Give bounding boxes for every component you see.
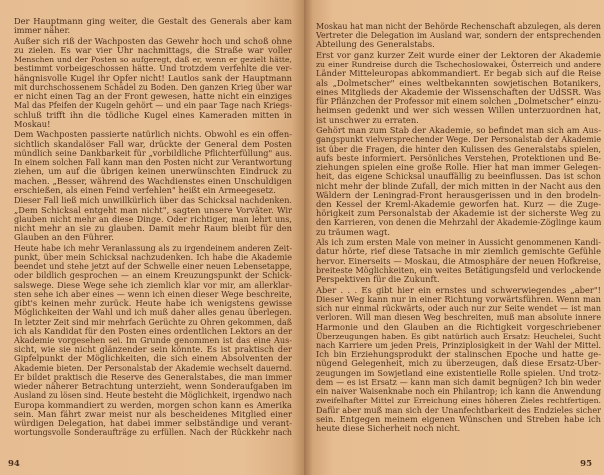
text-line: wieder näherer Betrachtung unterzieht, wenn Sonderaufgaben im xyxy=(14,382,292,392)
text-line: Dem Wachposten passierte natürlich nichts. Obwohl es ein offen- xyxy=(14,130,292,140)
text-line: Moskau hat man nicht der Behörde Rechenschaft abzulegen, als deren xyxy=(316,22,601,31)
text-line: breiteste Möglichkeiten, ein weites Betätigungsfeld und verlockende xyxy=(316,265,601,275)
text-line: zweifelhafter Mittel zur Erreichung eines höheren Zieles rechtfertigen. xyxy=(316,396,601,406)
text-line: Er bildet praktisch die Reserve des Generalstabes, die man immer xyxy=(14,372,292,382)
text-line: hängnisvolle Kugel ihr Opfer nicht! Lautlos sank der Hauptmann xyxy=(14,73,292,83)
text-line: Gipfelpunkt der Möglichkeiten, die sich einem Absolventen der xyxy=(14,354,292,364)
text-line: Als ich zum ersten Male von meiner in Aussicht genommenen Kandi- xyxy=(316,238,601,248)
text-line: gibt's keinen mehr zurück. Heute habe ich wenigstens gewisse xyxy=(14,299,292,309)
text-line: Länder Mitteleuropas abkommandiert. Er begab sich auf die Reise xyxy=(316,69,601,79)
text-line: Ausland zu lösen sind. Heute besteht die Möglichkeit, irgendwo nach xyxy=(14,391,292,401)
text-line: verloren. Will man diesen Weg beschreiten, muß man absolute innere xyxy=(316,313,601,323)
text-line: Europa kommandiert zu werden, morgen schon kann es Amerika xyxy=(14,400,292,410)
text-line: Vertreter die Delegation im Ausland war, sondern der entsprechenden xyxy=(316,31,601,41)
text-line: datur hörte, rief diese Tatsache in mir ziemlich gemischte Gefühle xyxy=(316,247,601,257)
text-line: beendet und stehe jetzt auf der Schwelle einer neuen Lebensetappe, xyxy=(14,262,292,272)
text-line: ist unschwer zu erraten. xyxy=(316,115,419,125)
text-line: Akademie vorgesehen sei. Im Grunde genommen ist das eine Aus- xyxy=(14,336,292,345)
text-line: machen. „Besser, während des Wachdienstes einen Unschuldigen xyxy=(14,176,292,186)
text-line: In einem solchen Fall kann man den Posten nicht zur Verantwortung xyxy=(14,158,292,168)
text-line: Menschen und der Posten so aufgeregt, daß er, wenn er gezielt hätte, xyxy=(14,55,292,65)
text-line: glauben nicht mehr an diese Dinge. Oder richtiger, man lehrt uns, xyxy=(14,214,292,224)
text-line: den Karrieren, von denen die Mehrzahl der Akademie-Zöglinge kaum xyxy=(316,218,601,228)
text-line: sich nur einmal rückwärts, oder auch nur zur Seite wendet — ist man xyxy=(316,304,601,314)
text-line: er nicht einen Tag an der Front gewesen, hatte nicht ein einziges xyxy=(14,92,292,102)
page-number-left: 94 xyxy=(8,459,20,469)
text-line: Erst vor ganz kurzer Zeit wurde einer der Lektoren der Akademie xyxy=(316,51,601,61)
text-line: Abteilung des Generalstabs. xyxy=(316,40,435,50)
text-line: ist über die Fragen, die hinter den Kulissen des Generalstabs spielen, xyxy=(316,144,601,154)
text-line: würdigen Delegation, hat dabei immer selbständige und verant- xyxy=(14,418,292,428)
text-line: salswege. Diese Wege sehe ich ziemlich klar vor mir, am allerklar- xyxy=(14,280,292,290)
text-line: nügend Gelegenheit, mich zu überzeugen, daß diese Ersatz-Über- xyxy=(316,359,601,369)
text-line: eines Mitglieds der Akademie der Wissenschaften der UdSSR. Was xyxy=(316,87,601,97)
text-line: sichtlich skandalöser Fall war, drückte der General dem Posten xyxy=(14,139,292,149)
text-line: ein naiver Waisenknabe noch ein Philantrop; ich kann die Anwendung xyxy=(316,387,601,397)
text-line: Moskau! xyxy=(14,119,51,129)
text-line: Dafür aber muß man sich der Unanfechtbarkeit des Endzieles sicher xyxy=(316,405,601,415)
text-line: nicht mehr der blinde Zufall, der mich mitten in der Nacht aus den xyxy=(316,181,601,191)
text-line: mit durchschossenem Schädel zu Boden. Den ganzen Krieg über war xyxy=(14,82,292,92)
text-line: oder bildlich gesprochen — an einem Kreuzungspunkt der Schick- xyxy=(14,271,292,281)
text-line: Heute habe ich mehr Veranlassung als zu irgendeinem anderen Zeit- xyxy=(14,243,292,253)
text-line: immer näher. xyxy=(14,26,71,36)
text-line: Harmonie und den Glauben an die Richtigkeit vorgeschriebener xyxy=(316,322,601,332)
text-line: ziehungen spielen eine große Rolle. Hier hat man immer Gelegen- xyxy=(316,163,601,173)
text-line: ziehen, um auf die übrigen keinen unerwünschten Eindruck zu xyxy=(14,167,292,177)
text-line: gangspunkt vielversprechender Wege. Der Personalstab der Akademie xyxy=(316,135,601,145)
text-line: Akademie bieten. Der Personalstab der Akademie wechselt dauernd. xyxy=(14,363,292,373)
text-line: Überzeugungen haben. Es gibt natürlich auch Ersatz: Heuchelei, Sucht xyxy=(316,331,601,341)
page-number-right: 95 xyxy=(580,459,592,469)
text-line: Gehört man zum Stab der Akademie, so befindet man sich am Aus- xyxy=(316,126,601,136)
text-line: sten sehe ich aber eines — wenn ich einen dieser Wege beschreite, xyxy=(14,289,292,299)
text-line: bestimmt vorbeigeschossen hätte. Und trotzdem verfehlte die ver- xyxy=(14,64,292,74)
text-line: hörigkeit zum Personalstab der Akademie ist der sicherste Weg zu xyxy=(316,209,601,219)
right-page-text xyxy=(316,22,601,435)
text-line: zu träumen wagt. xyxy=(316,227,391,237)
text-line: In letzter Zeit sind mir mehrfach Gerüchte zu Ohren gekommen, daß xyxy=(14,317,292,327)
text-line: aufs beste informiert. Persönliches Verstehen, Protektionen und Be- xyxy=(316,153,601,163)
text-line: Der Hauptmann ging weiter, die Gestalt des Generals aber kam xyxy=(14,17,292,26)
text-line: Perspektiven für die Zukunft. xyxy=(316,275,440,285)
text-line: „Dem Schicksal entgeht man nicht", sagten unsere Vorväter. Wir xyxy=(14,205,292,215)
text-line: sicht, wie sie nicht glänzender sein könnte. Es ist praktisch der xyxy=(14,345,292,355)
text-line: Glauben an den Führer. xyxy=(14,233,114,243)
text-line: punkt, über mein Schicksal nachzudenken. Ich habe die Akademie xyxy=(14,253,292,263)
text-line: schluß trifft ihn die tödliche Kugel eines Kameraden mitten in xyxy=(14,110,292,120)
text-line: wortungsvolle Sonderaufträge zu erfüllen. Nach der Rückkehr nach xyxy=(14,428,292,438)
text-line: den Kessel der Kreml-Akademie geworfen hat. Kurz — die Zuge- xyxy=(316,199,601,209)
text-line: Ich bin Erziehungsprodukt der stalinschen Epoche und hatte ge- xyxy=(316,350,601,360)
text-line: ich als Kandidat für den Posten eines ordentlichen Lektors an der xyxy=(14,326,292,336)
right-page xyxy=(304,0,604,475)
text-line: zu zielen. Es war vier Uhr nachmittags, die Straße war voller xyxy=(14,46,292,56)
text-line: nicht mehr an sie zu glauben. Damit mehr Raum bleibt für den xyxy=(14,223,292,233)
text-line: dem — es ist Ersatz — kann man sich damit begnügen? Ich bin weder xyxy=(316,377,601,387)
text-line: sein. Man fährt zwar meist nur als bescheidenes Mitglied einer xyxy=(14,409,292,419)
text-line: Dieser Fall ließ mich unwillkürlich über das Schicksal nachdenken. xyxy=(14,196,292,206)
text-line: zu einer Rundreise durch die Tschechoslowakei, Österreich und andere xyxy=(316,60,601,70)
text-line: Wäldern der Leningrad-Front herausgerissen und in den brodeln- xyxy=(316,190,601,200)
text-line: sein. Entgegen meinem eigenen Wünschen und Streben habe ich xyxy=(316,414,601,424)
text-line: Außer sich riß der Wachposten das Gewehr hoch und schoß ohne xyxy=(14,36,292,46)
text-line: Dieser Weg kann nur in einer Richtung vorwärtsführen. Wenn man xyxy=(316,294,601,304)
text-line: erschießen, als einen Feind verfehlen" heißt ein Armeegesetz. xyxy=(14,185,276,195)
text-line: heute diese Sicherheit noch nicht. xyxy=(316,423,461,433)
text-line: nach Karriere um jeden Preis, Prinziplosigkeit in der Wahl der Mittel. xyxy=(316,341,601,350)
text-line: Möglichkeiten der Wahl und ich muß daher alles genau überlegen. xyxy=(14,308,292,318)
text-line: hervor. Einerseits — Moskau, die Atmosphäre der neuen Hofkreise, xyxy=(316,256,601,266)
text-line: mündlich seine Dankbarkeit für „vorbildliche Pflichterfüllung" aus. xyxy=(14,148,292,158)
text-line: heimsen gedenkt und wer sich wessen Willen unterzuordnen hat, xyxy=(316,106,601,116)
text-line: Aber . . . Es gibt hier ein ernstes und schwerwiegendes „aber"! xyxy=(316,285,601,295)
text-line: als „Dolmetscher" eines weltbekannten sowjetischen Botanikers, xyxy=(316,78,601,88)
text-line: heit, das eigene Schicksal unauffällig zu beeinflussen. Das ist schon xyxy=(316,172,601,182)
text-line: zeugungen im Sowjetland eine existentielle Rolle spielen. Und trotz- xyxy=(316,368,601,378)
text-line: für Pflänzchen der Professor mit einem solchen „Dolmetscher" einzu- xyxy=(316,97,601,107)
left-page-text xyxy=(14,17,292,437)
text-line: Mal das Pfeifen der Kugeln gehört — und ein paar Tage nach Kriegs- xyxy=(14,101,292,111)
